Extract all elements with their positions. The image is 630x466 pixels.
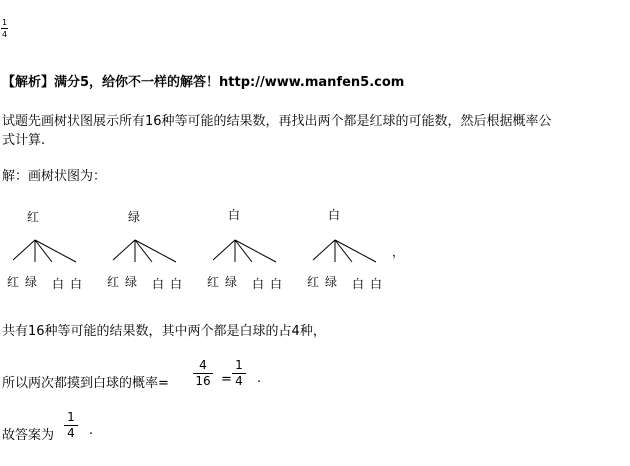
fraction-denominator: 4 [67,426,75,440]
conclusion-period: . [89,423,94,438]
tree-branch [35,240,76,262]
tree-3-root: 白 [228,208,241,222]
tree-branch [235,240,276,262]
probability-period: . [257,371,262,386]
tree-branch [235,240,252,262]
tree-branch [13,240,35,260]
intro-line-2: 式计算. [2,133,46,148]
tree-lines [13,240,376,262]
tree-4-leaf: 白 [352,277,365,291]
tree-2-root: 绿 [128,210,141,224]
conclusion-fraction [64,411,78,440]
result-line: 共有16种等可能的结果数，其中两个都是白球的占4种， [2,324,326,339]
tree-suffix-comma: ， [392,245,405,259]
tree-2-leaf: 白 [152,277,165,291]
tree-branch [335,240,352,262]
solution-label: 解：画树状图为： [2,169,107,184]
fraction-numerator: 4 [199,358,207,372]
tree-3-leaf: 绿 [225,275,238,289]
fraction-denominator: 4 [235,374,243,388]
tree-2-leaf: 绿 [125,275,138,289]
probability-fraction-1 [193,359,213,388]
conclusion-prefix: 故答案为 [2,428,55,443]
tree-4-leaf: 白 [370,277,383,291]
tree-1-leaf: 红 [7,275,20,289]
analysis-header: 【解析】满分5，给你不一样的解答！http://www.manfen5.com [2,75,405,90]
probability-fraction-2 [232,359,246,388]
probability-prefix: 所以两次都摸到白球的概率= [2,376,169,391]
tree-1-leaf: 绿 [25,275,38,289]
fraction-numerator: 1 [235,358,243,372]
tree-2-leaf: 红 [107,275,120,289]
tree-1-root: 红 [27,210,40,224]
tree-3-leaf: 红 [207,275,220,289]
answer-denominator: 4 [1,30,8,39]
tree-1-leaf: 白 [52,277,65,291]
fraction-denominator: 16 [195,374,211,388]
tree-3-leaf: 白 [252,277,265,291]
probability-equals: = [221,372,232,387]
tree-3-leaf: 白 [270,277,283,291]
tree-4-root: 白 [328,208,341,222]
intro-line-1: 试题先画树状图展示所有16种等可能的结果数，再找出两个都是红球的可能数，然后根据概率公 [2,114,552,129]
tree-branch [313,240,335,260]
tree-branch [35,240,52,262]
tree-branch [135,240,152,262]
answer-numerator: 1 [1,18,8,27]
tree-4-leaf: 绿 [325,275,338,289]
tree-branch [213,240,235,260]
tree-4-leaf: 红 [307,275,320,289]
tree-branch [135,240,176,262]
tree-1-leaf: 白 [70,277,83,291]
tree-2-leaf: 白 [170,277,183,291]
fraction-numerator: 1 [67,410,75,424]
tree-branch [113,240,135,260]
tree-branch [335,240,376,262]
